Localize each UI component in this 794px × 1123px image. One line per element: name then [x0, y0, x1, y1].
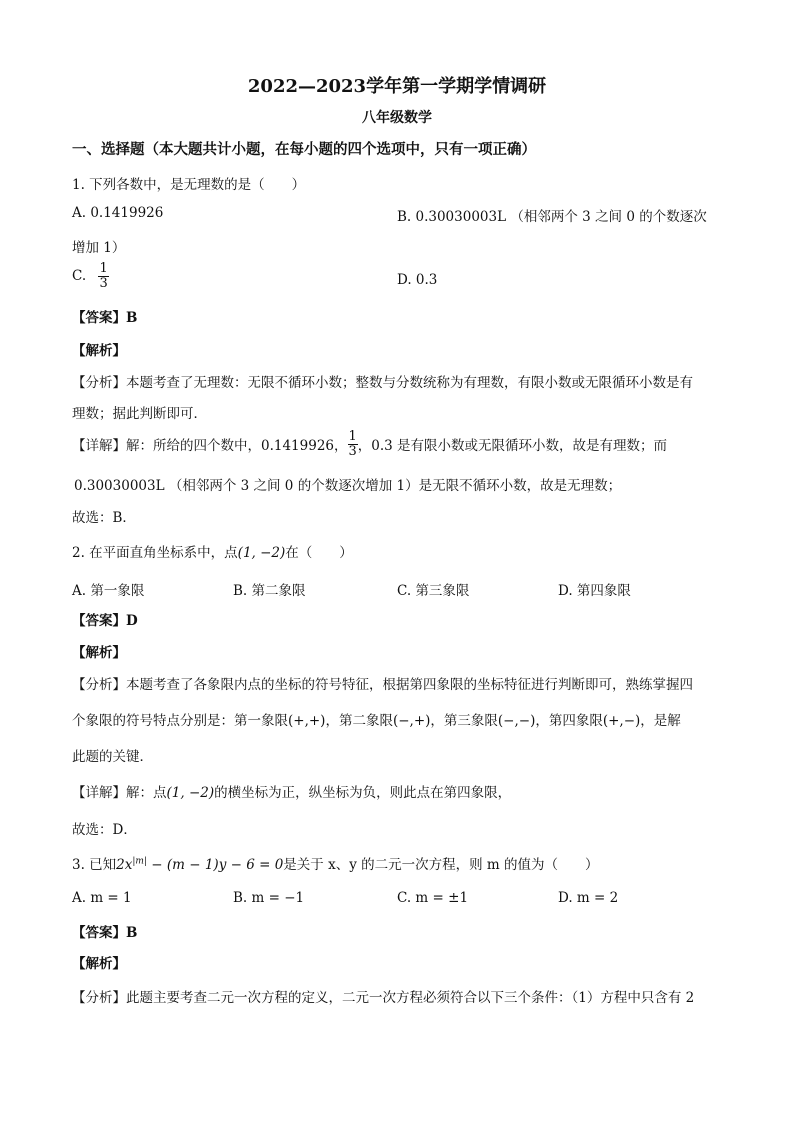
q1-xiangjie-text-a: 【详解】解：所给的四个数中，0.1419926，: [72, 438, 348, 455]
q2-point: (1, −2): [237, 545, 286, 561]
q2-option-d: D. 第四象限: [558, 583, 631, 599]
fraction-denominator: 3: [348, 443, 357, 459]
q3-stem: [72, 853, 599, 873]
q3-equation-rest: − (m − 1)y − 6 = 0: [146, 857, 284, 873]
page-subtitle: 八年级数学: [362, 110, 432, 126]
fraction-numerator: 1: [348, 429, 357, 444]
q1-xiangjie-fraction: [348, 430, 358, 458]
q1-answer: 【答案】B: [72, 310, 138, 326]
q3-jiexi: 【解析】: [72, 956, 126, 972]
q2-xiangjie-text-a: 【详解】解：点: [72, 785, 167, 801]
section-heading: 一、选择题（本大题共计小题，在每小题的四个选项中，只有一项正确）: [72, 141, 536, 158]
q2-fenxi-line3: 此题的关键．: [72, 749, 153, 765]
q2-option-c: C. 第三象限: [397, 583, 470, 599]
q3-stem-text-a: 3. 已知: [72, 857, 117, 873]
q3-answer: 【答案】B: [72, 925, 138, 941]
q1-fenxi-line1: 【分析】本题考查了无理数：无限不循环小数；整数与分数统称为有理数，有限小数或无限循环小数是有: [72, 375, 693, 391]
q2-xiangjie: [72, 781, 511, 801]
q3-stem-text-b: 是关于 x、y 的二元一次方程，则 m 的值为（ ）: [283, 857, 599, 873]
q2-guxuan: 故选：D．: [72, 822, 137, 838]
q1-option-d: D. 0.3: [397, 272, 438, 288]
q3-option-b: B. m = −1: [233, 890, 305, 906]
q2-stem-text-a: 2. 在平面直角坐标系中，点: [72, 545, 238, 561]
q2-stem: [72, 541, 353, 561]
q1-option-b-cont: 增加 1）: [72, 240, 126, 256]
fraction-numerator: 1: [99, 261, 108, 276]
q3-fenxi-line1: 【分析】此题主要考查二元一次方程的定义，二元一次方程必须符合以下三个条件：（1）方程中只含有 2: [72, 990, 695, 1006]
q3-equation-exponent: |m|: [132, 856, 147, 867]
q2-xiangjie-point: (1, −2): [166, 785, 215, 801]
q2-option-b: B. 第二象限: [233, 583, 306, 599]
q2-xiangjie-text-b: 的横坐标为正，纵坐标为负，则此点在第四象限，: [214, 785, 512, 801]
q3-equation-base: 2x: [116, 857, 133, 873]
q1-stem: 1. 下列各数中，是无理数的是（ ）: [72, 177, 306, 193]
q1-option-c-fraction: [98, 262, 108, 290]
q1-option-c-label: C.: [72, 268, 87, 285]
q3-option-c: C. m = ±1: [397, 890, 469, 906]
q1-xiangjie-text-b: ，0.3 是有限小数或无限循环小数，故是有理数；而: [357, 438, 668, 455]
q1-option-b: B. 0.30030003L （相邻两个 3 之间 0 的个数逐次: [397, 209, 707, 225]
q1-option-c: [72, 262, 109, 290]
q1-option-a: A. 0.1419926: [72, 205, 164, 221]
q2-stem-text-b: 在（ ）: [285, 545, 353, 561]
q2-option-a: A. 第一象限: [72, 583, 145, 599]
q2-fenxi-line2: 个象限的符号特点分别是：第一象限(+,+)，第二象限(−,+)，第三象限(−,−)，第四象限(+,−)，是解: [72, 713, 681, 729]
q1-xiangjie-line2: 0.30030003L （相邻两个 3 之间 0 的个数逐次增加 1）是无限不循环小数，故是无理数；: [74, 478, 622, 494]
fraction-denominator: 3: [99, 275, 108, 291]
q1-guxuan: 故选：B．: [72, 510, 136, 526]
q2-jiexi: 【解析】: [72, 645, 126, 661]
q1-fenxi-line2: 理数；据此判断即可．: [72, 406, 207, 422]
q2-answer: 【答案】D: [72, 613, 138, 629]
q3-equation: [116, 857, 283, 873]
q3-option-d: D. m = 2: [558, 890, 619, 906]
page-title: 2022—2023学年第一学期学情调研: [247, 76, 547, 97]
q1-xiangjie-line1: [72, 430, 667, 458]
q1-jiexi: 【解析】: [72, 343, 126, 359]
q3-option-a: A. m = 1: [72, 890, 132, 906]
q2-fenxi-line1: 【分析】本题考查了各象限内点的坐标的符号特征，根据第四象限的坐标特征进行判断即可，熟练掌握四: [72, 677, 693, 693]
